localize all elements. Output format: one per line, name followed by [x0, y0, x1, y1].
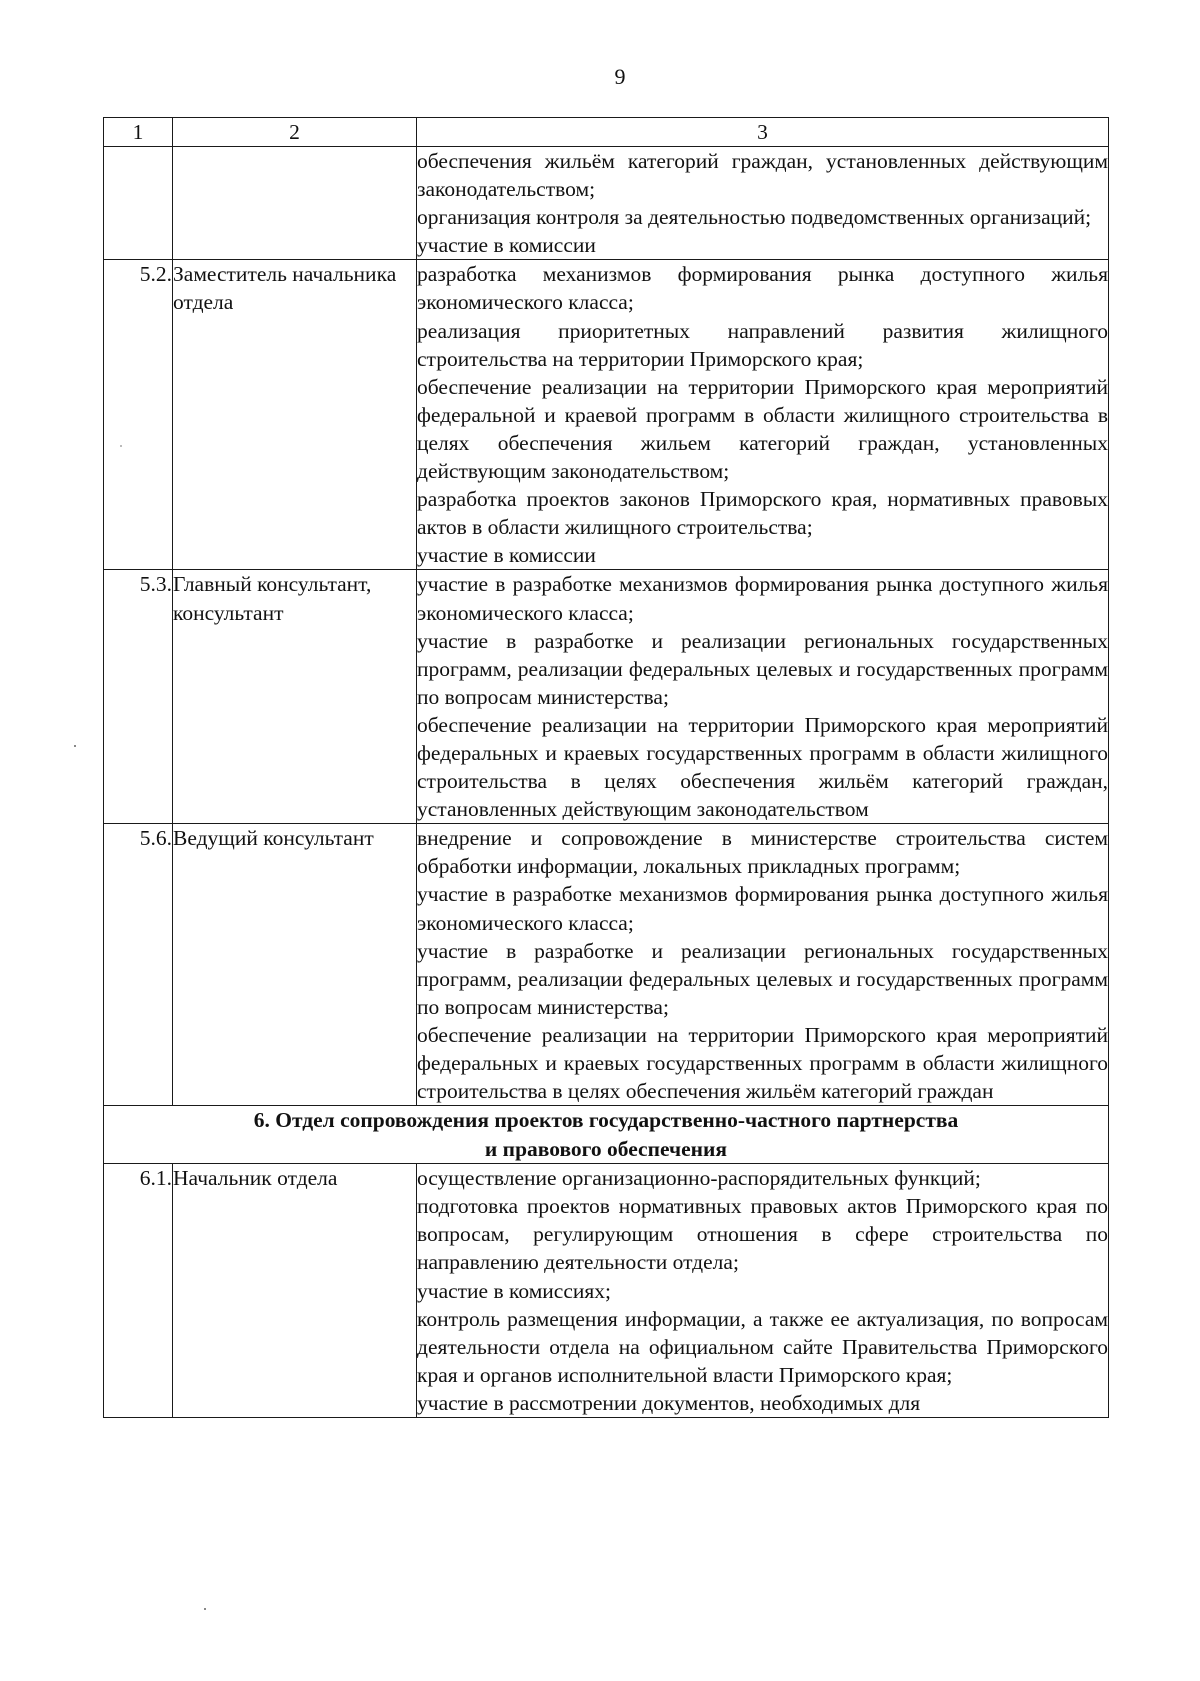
- duties-cell: [417, 824, 1109, 1106]
- row-number: 6.1.: [104, 1164, 173, 1418]
- row-number: 5.3.: [104, 570, 173, 824]
- position-title: Начальник отдела: [173, 1164, 417, 1418]
- duty-item: обеспечения жильём категорий граждан, установленных действующим законодательством;: [417, 149, 1108, 202]
- column-header-duties: 3: [417, 118, 1109, 147]
- duties-cell: [417, 1164, 1109, 1418]
- duty-item: обеспечение реализации на территории Приморского края мероприятий федеральной и краевой программ в области жилищного строительства в целях обеспечения жильем категорий граждан, установленных действующим законодательством;: [417, 374, 1108, 484]
- row-number: 5.2.: [104, 260, 173, 570]
- page-number: 9: [614, 64, 626, 89]
- section-header-row: [104, 1106, 1109, 1164]
- duty-item: осуществление организационно-распорядительных функций;: [417, 1166, 981, 1191]
- duty-item: участие в разработке механизмов формирования рынка доступного жилья экономического класса;: [417, 882, 1108, 935]
- duties-cell: [417, 260, 1109, 570]
- table-row-5-6: [104, 824, 1109, 1106]
- duty-item: подготовка проектов нормативных правовых актов Приморского края по вопросам, регулирующим отношения в сфере строительства по направлению деятельности отдела;: [417, 1194, 1108, 1275]
- table-row-5-3: [104, 570, 1109, 824]
- position-cell: [173, 147, 417, 260]
- duty-item: участие в комиссиях;: [417, 1278, 612, 1303]
- position-title: Ведущий консультант: [173, 824, 417, 1106]
- section-title-line-1: 6. Отдел сопровождения проектов государственно-частного партнерства: [253, 1108, 959, 1133]
- duty-item: контроль размещения информации, а также ее актуализация, по вопросам деятельности отдела на официальном сайте Правительства Приморского края и органов исполнительной власти Приморского края;: [417, 1306, 1108, 1387]
- section-title-line-2: и правового обеспечения: [484, 1136, 728, 1161]
- section-title: [104, 1106, 1109, 1164]
- scan-speck: [120, 445, 122, 447]
- column-header-number: 1: [104, 118, 173, 147]
- duty-item: участие в рассмотрении документов, необходимых для: [417, 1390, 921, 1415]
- duty-item: участие в комиссии: [417, 543, 596, 568]
- duties-table: [103, 117, 1109, 1418]
- duties-cell: [417, 570, 1109, 824]
- duties-cell: [417, 147, 1109, 260]
- row-number: 5.6.: [104, 824, 173, 1106]
- duty-item: обеспечение реализации на территории Приморского края мероприятий федеральных и краевых государственных программ в области жилищного строительства в целях обеспечения жильём категорий граждан, установленных действующим законодательством: [417, 712, 1108, 822]
- table-row-continuation: [104, 147, 1109, 260]
- duty-item: реализация приоритетных направлений развития жилищного строительства на территории Приморского края;: [417, 318, 1108, 371]
- duty-item: разработка механизмов формирования рынка доступного жилья экономического класса;: [417, 262, 1108, 315]
- duty-item: обеспечение реализации на территории Приморского края мероприятий федеральных и краевых государственных программ в области жилищного строительства в целях обеспечения жильём категорий граждан: [417, 1022, 1108, 1104]
- column-header-position: 2: [173, 118, 417, 147]
- duty-item: участие в разработке и реализации региональных государственных программ, реализации федеральных целевых и государственных программ по вопросам министерства;: [417, 628, 1108, 709]
- table-row-5-2: [104, 260, 1109, 570]
- duty-item: внедрение и сопровождение в министерстве строительства систем обработки информации, локальных прикладных программ;: [417, 826, 1108, 879]
- duty-item: участие в комиссии: [417, 233, 596, 258]
- scan-speck: [204, 1608, 206, 1610]
- table-row-6-1: [104, 1164, 1109, 1418]
- duty-item: разработка проектов законов Приморского края, нормативных правовых актов в области жилищного строительства;: [417, 487, 1108, 540]
- position-title: Главный консультант, консультант: [173, 570, 417, 824]
- table-header-row: [104, 118, 1109, 147]
- row-number-cell: [104, 147, 173, 260]
- duty-item: участие в разработке механизмов формирования рынка доступного жилья экономического класса;: [417, 572, 1108, 625]
- duty-item: участие в разработке и реализации региональных государственных программ, реализации федеральных целевых и государственных программ по вопросам министерства;: [417, 938, 1108, 1019]
- scan-speck: [74, 745, 76, 747]
- position-title: Заместитель начальника отдела: [173, 260, 417, 570]
- duty-item: организация контроля за деятельностью подведомственных организаций;: [417, 205, 1092, 230]
